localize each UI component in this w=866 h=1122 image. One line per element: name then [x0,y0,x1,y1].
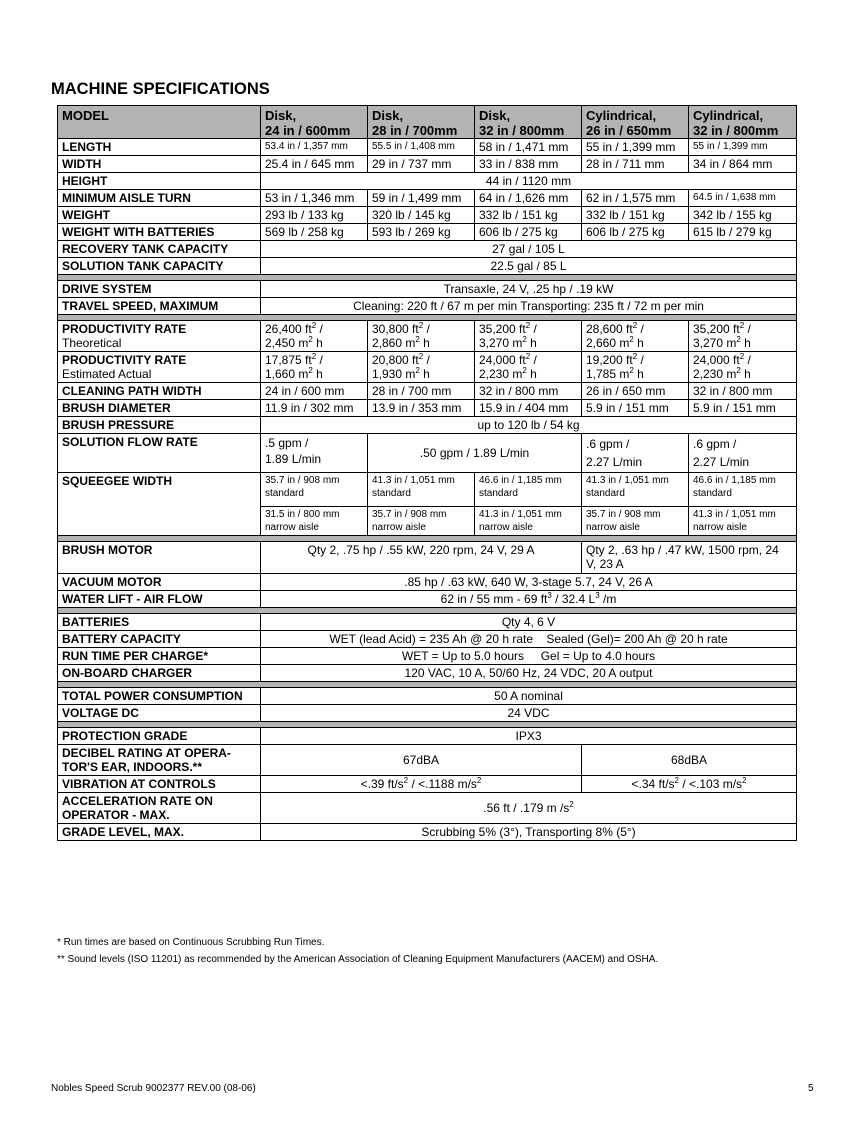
col-header-line1: Disk, [372,108,404,123]
row-label: SQUEEGEE WIDTH [58,473,261,536]
value: 31.5 in / 800 mm [265,509,340,520]
cell: 569 lb / 258 kg [261,224,368,241]
cell [261,793,797,824]
row-brush-diameter [58,400,797,417]
value-part: <.34 ft/s [631,777,675,791]
col-header-disk-28 [368,106,475,139]
cell [368,352,475,383]
cell [368,507,475,536]
value-ft: 19,200 ft [586,353,633,367]
value: 41.3 in / 1,051 mm [372,475,455,486]
note: narrow aisle [693,522,747,533]
superscript: 2 [739,352,745,361]
cell [582,473,689,507]
row-label [58,321,261,352]
value-m: 1,930 m [372,367,416,381]
cell: 55 in / 1,399 mm [582,139,689,156]
row-power-consumption [58,688,797,705]
cell: 22.5 gal / 85 L [261,258,797,275]
row-weight [58,207,797,224]
superscript: 3 [547,591,552,600]
superscript: 2 [525,352,531,361]
row-aisle-turn [58,190,797,207]
value-part: /m [599,592,617,606]
row-label: TOTAL POWER CONSUMPTION [58,688,261,705]
footnote-sound: ** Sound levels (ISO 11201) as recommended by the American Association of Cleaning Equipment Manufacturers (AACEM) and OSHA. [57,954,659,965]
cell [368,473,475,507]
row-grade-level [58,824,797,841]
value-part: 62 in / 55 mm - 69 ft [440,592,548,606]
cell: WET = Up to 5.0 hours Gel = Up to 4.0 hours [261,648,797,665]
cell: Qty 2, .63 hp / .47 kW, 1500 rpm, 24 V, 23 A [582,542,797,574]
cell: 13.9 in / 353 mm [368,400,475,417]
cell [689,352,797,383]
superscript: 2 [311,352,317,361]
row-label: SOLUTION FLOW RATE [58,434,261,473]
value-line1: .6 gpm / [693,437,737,451]
note: narrow aisle [265,522,319,533]
cell [261,591,797,608]
superscript: 2 [415,335,420,344]
cell: 24 VDC [261,705,797,722]
superscript: 3 [595,591,600,600]
value: 41.3 in / 1,051 mm [693,509,776,520]
cell: 593 lb / 269 kg [368,224,475,241]
cell: 606 lb / 275 kg [582,224,689,241]
row-drive-system [58,281,797,298]
page-title: MACHINE SPECIFICATIONS [51,80,270,98]
cell: 606 lb / 275 kg [475,224,582,241]
row-width [58,156,797,173]
label-line1: DECIBEL RATING AT OPERA- [62,746,231,760]
cell: 68dBA [582,745,797,776]
value-part: / <.103 m/s [679,777,743,791]
col-header-disk-24 [261,106,368,139]
value-line2: 2.27 L/min [586,455,643,469]
col-header-line1: Cylindrical, [693,108,764,123]
value-part: <.39 ft/s [360,777,404,791]
cell: 120 VAC, 10 A, 50/60 Hz, 24 VDC, 20 A output [261,665,797,682]
col-header-cyl-26 [582,106,689,139]
value: 46.6 in / 1,185 mm [479,475,562,486]
cell: 32 in / 800 mm [689,383,797,400]
row-label: MINIMUM AISLE TURN [58,190,261,207]
cell: 62 in / 1,575 mm [582,190,689,207]
cell: 58 in / 1,471 mm [475,139,582,156]
superscript: 2 [418,352,424,361]
label-line1: ACCELERATION RATE ON [62,794,213,808]
value-ft: 30,800 ft [372,322,419,336]
row-cleaning-path [58,383,797,400]
superscript: 2 [736,366,741,375]
value-part: .56 ft / .179 m /s [483,801,570,815]
cell [582,352,689,383]
value-line2: 1.89 L/min [265,452,322,466]
superscript: 2 [629,335,634,344]
unit-sep: / [637,322,644,336]
unit-h: h [419,336,430,350]
superscript: 2 [525,321,531,330]
cell [689,434,797,473]
cell: 64.5 in / 1,638 mm [689,190,797,207]
row-label: WATER LIFT - AIR FLOW [58,591,261,608]
col-header-line2: 26 in / 650mm [586,123,672,138]
row-label [58,352,261,383]
superscript: 2 [569,800,574,809]
label-main: PRODUCTIVITY RATE [62,322,187,336]
cell [261,321,368,352]
row-vibration [58,776,797,793]
label-sub: Estimated Actual [62,367,152,381]
cell: IPX3 [261,728,797,745]
cell: 67dBA [261,745,582,776]
value: 41.3 in / 1,051 mm [586,475,669,486]
row-weight-batteries [58,224,797,241]
value-ft: 20,800 ft [372,353,419,367]
unit-sep: / [316,353,323,367]
model-header: MODEL [58,106,261,139]
value-m: 2,230 m [479,367,523,381]
superscript: 2 [739,321,745,330]
row-label: SOLUTION TANK CAPACITY [58,258,261,275]
row-label: WEIGHT [58,207,261,224]
label-sub: Theoretical [62,336,122,350]
cell: 24 in / 600 mm [261,383,368,400]
row-decibel [58,745,797,776]
note: narrow aisle [586,522,640,533]
cell: WET (lead Acid) = 235 Ah @ 20 h rate Sealed (Gel)= 200 Ah @ 20 h rate [261,631,797,648]
row-label: ON-BOARD CHARGER [58,665,261,682]
cell: 32 in / 800 mm [475,383,582,400]
row-brush-motor [58,542,797,574]
row-label: VACUUM MOTOR [58,574,261,591]
cell: 320 lb / 145 kg [368,207,475,224]
footer-document-id: Nobles Speed Scrub 9002377 REV.00 (08-06) [51,1083,256,1094]
col-header-line1: Cylindrical, [586,108,657,123]
row-label: BRUSH PRESSURE [58,417,261,434]
value-part: / 32.4 L [551,592,596,606]
cell [475,507,582,536]
header-row [58,106,797,139]
cell: up to 120 lb / 54 kg [261,417,797,434]
cell [689,507,797,536]
cell: 5.9 in / 151 mm [689,400,797,417]
value-ft: 26,400 ft [265,322,312,336]
row-label [58,793,261,824]
superscript: 2 [742,776,747,785]
cell: 615 lb / 279 kg [689,224,797,241]
row-batteries [58,614,797,631]
cell [582,776,797,793]
cell: Scrubbing 5% (3°), Transporting 8% (5°) [261,824,797,841]
unit-sep: / [744,353,751,367]
cell: Cleaning: 220 ft / 67 m per min Transporting: 235 ft / 72 m per min [261,298,797,315]
superscript: 2 [522,366,527,375]
unit-h: h [633,367,644,381]
cell [261,434,368,473]
col-header-line2: 32 in / 800mm [479,123,565,138]
cell: .85 hp / .63 kW, 640 W, 3-stage 5.7, 24 V, 26 A [261,574,797,591]
label-main: PRODUCTIVITY RATE [62,353,187,367]
cell: 44 in / 1120 mm [261,173,797,190]
row-label: RECOVERY TANK CAPACITY [58,241,261,258]
note: narrow aisle [479,522,533,533]
note: standard [693,488,732,499]
cell: 59 in / 1,499 mm [368,190,475,207]
value-line1: .5 gpm / [265,436,309,450]
cell: Qty 4, 6 V [261,614,797,631]
value-part: / <.1188 m/s [408,777,477,791]
value-m: 1,785 m [586,367,630,381]
row-solution-flow [58,434,797,473]
superscript: 2 [522,335,527,344]
note: standard [586,488,625,499]
unit-h: h [526,336,537,350]
unit-h: h [312,336,323,350]
value-ft: 17,875 ft [265,353,312,367]
unit-h: h [740,367,751,381]
note: narrow aisle [372,522,426,533]
superscript: 2 [674,776,679,785]
cell: 342 lb / 155 kg [689,207,797,224]
row-length [58,139,797,156]
value: 35.7 in / 908 mm [372,509,447,520]
row-label: VIBRATION AT CONTROLS [58,776,261,793]
cell: 29 in / 737 mm [368,156,475,173]
cell: Transaxle, 24 V, .25 hp / .19 kW [261,281,797,298]
cell: 28 in / 700 mm [368,383,475,400]
value: 41.3 in / 1,051 mm [479,509,562,520]
row-productivity-theoretical [58,321,797,352]
row-protection [58,728,797,745]
col-header-line2: 24 in / 600mm [265,123,351,138]
row-label: GRADE LEVEL, MAX. [58,824,261,841]
superscript: 2 [632,321,638,330]
specifications-table [57,105,797,841]
cell: 55 in / 1,399 mm [689,139,797,156]
cell: 26 in / 650 mm [582,383,689,400]
label-line2: TOR'S EAR, INDOORS.** [62,760,202,774]
cell: 15.9 in / 404 mm [475,400,582,417]
row-label: DRIVE SYSTEM [58,281,261,298]
cell: 293 lb / 133 kg [261,207,368,224]
col-header-line1: Disk, [479,108,511,123]
row-voltage [58,705,797,722]
value-m: 2,660 m [586,336,630,350]
cell [261,473,368,507]
cell: 53 in / 1,346 mm [261,190,368,207]
row-label: BATTERY CAPACITY [58,631,261,648]
cell: 34 in / 864 mm [689,156,797,173]
cell: 5.9 in / 151 mm [582,400,689,417]
value-ft: 24,000 ft [479,353,526,367]
row-height [58,173,797,190]
row-label: LENGTH [58,139,261,156]
row-label: HEIGHT [58,173,261,190]
unit-h: h [633,336,644,350]
cell: 53.4 in / 1,357 mm [261,139,368,156]
row-solution-tank [58,258,797,275]
value-m: 2,860 m [372,336,416,350]
unit-h: h [526,367,537,381]
row-brush-pressure [58,417,797,434]
cell: 64 in / 1,626 mm [475,190,582,207]
row-label: RUN TIME PER CHARGE* [58,648,261,665]
row-label [58,745,261,776]
cell [689,473,797,507]
cell [582,321,689,352]
row-travel-speed [58,298,797,315]
value-ft: 24,000 ft [693,353,740,367]
row-label: BRUSH MOTOR [58,542,261,574]
superscript: 2 [311,321,317,330]
superscript: 2 [736,335,741,344]
cell [261,776,582,793]
superscript: 2 [308,335,313,344]
note: standard [372,488,411,499]
value-m: 3,270 m [479,336,523,350]
row-squeegee-standard [58,473,797,507]
row-vacuum-motor [58,574,797,591]
cell [368,321,475,352]
value-line2: 2.27 L/min [693,455,750,469]
value-m: 2,450 m [265,336,309,350]
row-water-lift [58,591,797,608]
cell [261,352,368,383]
note: standard [265,488,304,499]
cell: 25.4 in / 645 mm [261,156,368,173]
row-acceleration [58,793,797,824]
value-ft: 35,200 ft [479,322,526,336]
row-label: BATTERIES [58,614,261,631]
value-line1: .6 gpm / [586,437,630,451]
footnote-runtime: * Run times are based on Continuous Scrubbing Run Times. [57,937,325,948]
row-recovery-tank [58,241,797,258]
cell [582,507,689,536]
value-ft: 35,200 ft [693,322,740,336]
cell: Qty 2, .75 hp / .55 kW, 220 rpm, 24 V, 29 A [261,542,582,574]
row-label: PROTECTION GRADE [58,728,261,745]
cell [582,434,689,473]
footer-page-number: 5 [808,1083,814,1094]
value: 35.7 in / 908 mm [586,509,661,520]
superscript: 2 [629,366,634,375]
unit-sep: / [423,322,430,336]
superscript: 2 [418,321,424,330]
cell [261,507,368,536]
row-label: WEIGHT WITH BATTERIES [58,224,261,241]
unit-sep: / [530,322,537,336]
cell: .50 gpm / 1.89 L/min [368,434,582,473]
value-m: 1,660 m [265,367,309,381]
unit-sep: / [316,322,323,336]
value-m: 3,270 m [693,336,737,350]
row-battery-capacity [58,631,797,648]
cell: 11.9 in / 302 mm [261,400,368,417]
superscript: 2 [476,776,482,785]
value: 46.6 in / 1,185 mm [693,475,776,486]
note: standard [479,488,518,499]
row-label: BRUSH DIAMETER [58,400,261,417]
col-header-line2: 32 in / 800mm [693,123,779,138]
row-label: VOLTAGE DC [58,705,261,722]
row-run-time [58,648,797,665]
unit-sep: / [530,353,537,367]
cell [475,321,582,352]
col-header-line2: 28 in / 700mm [372,123,458,138]
superscript: 2 [632,352,638,361]
cell: 50 A nominal [261,688,797,705]
superscript: 2 [403,776,409,785]
cell: 332 lb / 151 kg [475,207,582,224]
value-m: 2,230 m [693,367,737,381]
unit-h: h [312,367,323,381]
col-header-line1: Disk, [265,108,297,123]
cell [689,321,797,352]
row-label: CLEANING PATH WIDTH [58,383,261,400]
superscript: 2 [415,366,420,375]
cell [475,473,582,507]
footnotes [57,934,658,968]
label-line2: OPERATOR - MAX. [62,808,170,822]
unit-h: h [740,336,751,350]
value-ft: 28,600 ft [586,322,633,336]
cell: 28 in / 711 mm [582,156,689,173]
row-productivity-actual [58,352,797,383]
unit-sep: / [744,322,751,336]
cell [475,352,582,383]
row-label: TRAVEL SPEED, MAXIMUM [58,298,261,315]
row-charger [58,665,797,682]
unit-sep: / [637,353,644,367]
cell: 55.5 in / 1,408 mm [368,139,475,156]
cell: 27 gal / 105 L [261,241,797,258]
col-header-disk-32 [475,106,582,139]
superscript: 2 [308,366,313,375]
unit-sep: / [423,353,430,367]
row-label: WIDTH [58,156,261,173]
col-header-cyl-32 [689,106,797,139]
cell: 33 in / 838 mm [475,156,582,173]
value: 35.7 in / 908 mm [265,475,340,486]
unit-h: h [419,367,430,381]
cell: 332 lb / 151 kg [582,207,689,224]
